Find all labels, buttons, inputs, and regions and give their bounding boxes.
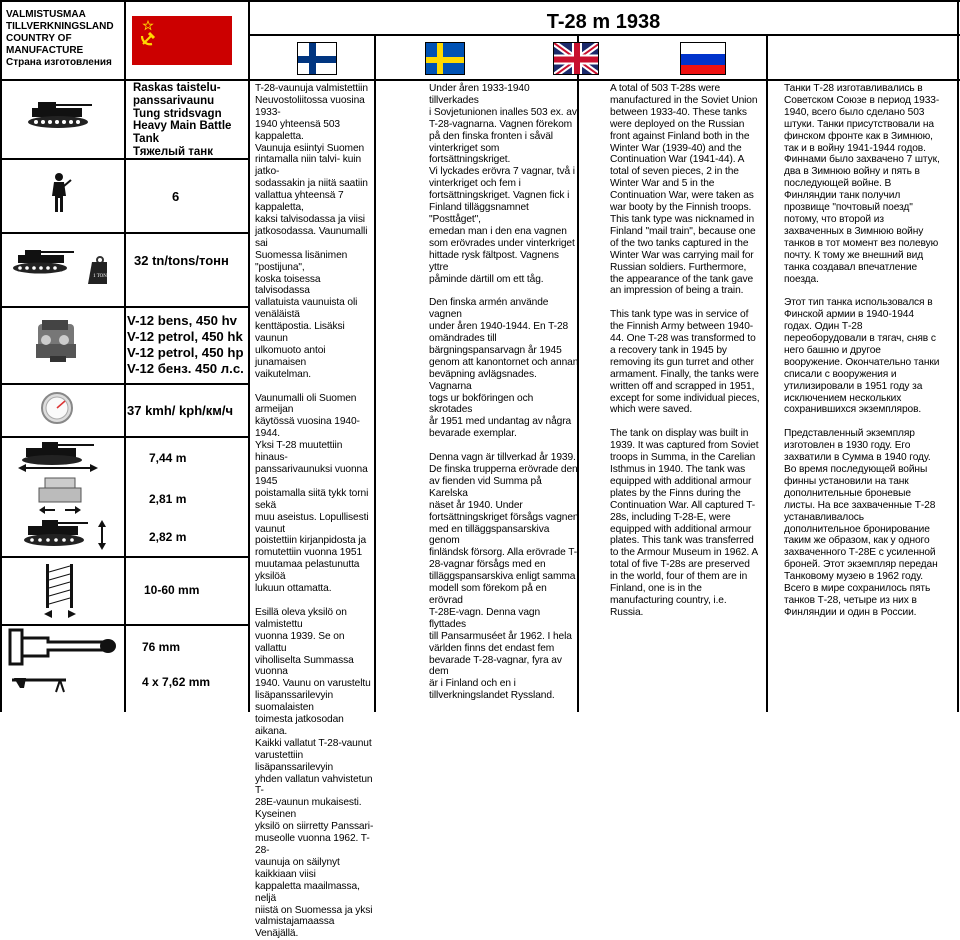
type-sv: Tung stridsvagn bbox=[133, 107, 222, 120]
header-underline bbox=[0, 79, 960, 81]
type-en-2: Tank bbox=[133, 133, 159, 146]
description-english: A total of 503 T-28s were manufactured in the Soviet Union between 1933-40. These tanks were deployed on the Russian front against Finland both in the Winter War (1939-40) and the Continuation War (1941-44). A total of seven pieces, 2 in the Winter War and 5 in the Continuation War, were taken as war booty by the Finnish troops. This tank type was nicknamed in Finland "mail train", because one of the two tanks captured in the Winter War was carrying mail for Russian soldiers. Furthermore, the appearance of the tank gave an impression of being a train. This tank type was in service of the Finnish Army between 1940- 44. One T-28 was transformed to a recovery tank in 1945 by removing its gun turret and other armament. Finally, the tanks were written off and scrapped in 1951, except for some individual pieces, which were saved. The tank on display was built in 1939. It was captured from Soviet troops in Summa, in the Carelian Isthmus in 1940. The tank was equipped with additional armour plates by the Finns during the Continuation War. All captured T- 28s, including T-28-E, were equipped with additional armour plates. This tank was transferred to the Armour Museum in 1962. A total of five T-28s are preserved in the world, four of them are in Finland, one is in the manufacturing country, i.e. Russia. bbox=[610, 83, 760, 618]
description-finnish: T-28-vaunuja valmistettiin Neuvostoliitossa vuosina 1933- 1940 yhteensä 503 kappaletta. Vaunuja esiintyi Suomen rintamalla niin talvi- kuin jatko- sodassakin ja niitä saatiin vallattua yhteensä 7 kappaletta, kaksi talvisodassa ja viisi jatkosodassa. Vaunumalli sai Suomessa lisänimen "postijuna", koska toisessa talvisodassa vallatuista vaunuista oli venäläistä kenttäpostia. Lisäksi vaunun ulkomuoto antoi junamaisen vaikutelman. Vaunumalli oli Suomen armeijan käytössä vuosina 1940-1944. Yksi T-28 muutettiin hinaus- panssarivaunuksi vuonna 1945 poistamalla siitä tykk torni sekä muu aseistus. Lopullisesti vaunut poistettiin kirjanpidosta ja romutettiin vuonna 1951 muutamaa pelastunutta yksilöä lukuun ottamatta. Esillä oleva yksilö on valmistettu vuonna 1939. Se on vallattu viholliselta Summassa vuonna 1940. Vaunu on varusteltu lisäpanssarilevyin suomalaisten toimesta jatkosodan aikana. Kaikki vallatut T-28-vaunut varustettiin lisäpanssarilevyin yhden vallatun vahvistetun T- 28E-vaunun mukaisesti. Kyseinen yksilö on siirretty Panssari- museolle vuonna 1962. T-28- vaunuja on säilynyt kaikkiaan viisi kappaletta maailmassa, neljä niistä on Suomessa ja yksi valmistajamaassa Venäjällä. bbox=[255, 83, 374, 940]
type-fi-1: Raskas taistelu- bbox=[133, 82, 221, 94]
ussr-flag bbox=[132, 16, 232, 65]
description-russian: Танки Т-28 изготавливались в Советском Союзе в период 1933- 1940, всего было сделано 503 штуки. Танки присутствовали на финском фронте как в Зимнюю, так и в войну 1941-1944 годов. Финнами было захвачено 7 штук, два в Зимнюю войну и пять в последующей войне. В Финляндии танк получил прозвище "почтовый поезд" потому, что второй из захваченных в Зимнюю войну танков в тот момент вез полевую почту. К тому же внешний вид танка создавал впечатление поезда. Этот тип танка использовался в Финской армии в 1940-1944 годах. Один Т-28 переоборудовали в тягач, сняв с него башню и другое вооружение. Окончательно танки списали с вооружения и утилизировали в 1951 году за исключением нескольких сохранившихся экземпляров. Представленный экземпляр изготовлен в 1930 году. Его захватили в Сумма в 1940 году. Во время последующей войны финны установили на танк дополнительные броневые листы. На все захваченные Т-28 устанавливалось дополнительное бронирование таким же образом, как у одного захваченного Т-28Е с усиленной броней. Этот экземпляр передан Танковому музею в 1962 году. Всего в мире сохранилось пять танков Т-28, четыре из них в Финляндии и один в России. bbox=[784, 83, 940, 618]
uk-flag bbox=[553, 42, 599, 75]
divider-spec-col bbox=[248, 0, 250, 712]
divider-icon-col bbox=[124, 0, 126, 712]
finland-flag bbox=[297, 42, 337, 75]
row-divider bbox=[0, 232, 250, 234]
spec-speed: 37 kmh/ kph/км/ч bbox=[127, 403, 234, 418]
type-fi-2: panssarivaunu bbox=[133, 94, 215, 107]
spec-width: 2,81 m bbox=[149, 492, 187, 506]
tank-width-icon bbox=[35, 476, 85, 516]
spec-weight: 32 tn/tons/тонн bbox=[134, 253, 229, 268]
spec-length: 7,44 m bbox=[149, 451, 187, 465]
tank-icon bbox=[26, 100, 96, 130]
label-fi: VALMISTUSMAA bbox=[6, 9, 86, 20]
spec-type bbox=[133, 82, 247, 159]
top-border bbox=[0, 0, 960, 2]
speedometer-icon bbox=[40, 391, 74, 425]
label-ru: Страна изготовления bbox=[6, 57, 112, 68]
description-swedish: Under åren 1933-1940 tillverkades i Sovjetunionen inalles 503 ex. av T-28-vagnarna. Vagnen förekom på den finska fronten i såväl vinterkriget som fortsättningskriget. Vi lyckades erövra 7 vagnar, två i vinterkriget och fem i fortsättningskriget. Vagnen fick i Finland tilläggsnamnet "Posttåget", emedan man i den ena vagnen som erövrades under vinterkriget hittade rysk fältpost. Vagnens yttre påminde därtill om ett tåg. Den finska armén använde vagnen under åren 1940-1944. En T-28 omändrades till bärgningspansarvagn år 1945 genom att kanontornet och annan beväpning avlägsnades. Vagnarna togs ur bokföringen och skrotades år 1951 med undantag av några bevarade exemplar. Denna vagn är tillverkad år 1939. De finska trupperna erövrade den av fienden vid Summa på Karelska näset år 1940. Under fortsättningskriget försågs vagnen med en tilläggspansarskiva genom finländsk försorg. Alla erövrade T- 28-vagnar försågs med en tilläggspansarskiva enligt samma modell som förekom på en erövrad T-28E-vagn. Denna vagn flyttades till Pansarmuséet år 1962. I hela världen finns det endast fem bevarade T-28-vagnar, fyra av dem är i Finland och en i tillverkningslandet Ryssland. bbox=[429, 83, 579, 702]
left-border bbox=[0, 0, 2, 712]
tank-height-icon bbox=[20, 518, 110, 552]
engine-sv: V-12 petrol, 450 hk bbox=[127, 329, 243, 344]
row-divider bbox=[0, 624, 250, 626]
type-ru: Тяжелый танк bbox=[133, 145, 213, 158]
spec-engine bbox=[127, 313, 244, 377]
engine-en: V-12 petrol, 450 hp bbox=[127, 345, 244, 360]
country-of-manufacture-label bbox=[6, 9, 124, 69]
row-divider bbox=[0, 436, 250, 438]
row-divider bbox=[0, 306, 250, 308]
engine-ru: V-12 бенз. 450 л.с. bbox=[127, 361, 244, 376]
row-divider bbox=[0, 383, 250, 385]
spec-machine-guns: 4 x 7,62 mm bbox=[142, 675, 211, 689]
label-en: COUNTRY OF bbox=[6, 33, 72, 44]
title-underline bbox=[248, 34, 960, 36]
spec-main-gun: 76 mm bbox=[142, 640, 181, 654]
spec-armour: 10-60 mm bbox=[144, 583, 200, 597]
hammer-sickle-icon bbox=[132, 16, 232, 65]
page-title: T-28 m 1938 bbox=[546, 11, 661, 33]
machine-gun-icon bbox=[10, 674, 70, 696]
label-sv: TILLVERKNINGSLAND bbox=[6, 21, 114, 32]
tank-weight-icon bbox=[12, 248, 107, 288]
weight-tag: 1 TON bbox=[93, 274, 107, 279]
russia-flag bbox=[680, 42, 726, 75]
spec-crew: 6 bbox=[172, 189, 180, 204]
armour-icon bbox=[40, 562, 80, 618]
label-en-2: MANUFACTURE bbox=[6, 45, 84, 56]
type-en-1: Heavy Main Battle bbox=[133, 120, 232, 133]
tank-length-icon bbox=[14, 440, 99, 472]
soldier-icon bbox=[50, 172, 74, 214]
engine-fi: V-12 bens, 450 hv bbox=[127, 313, 237, 328]
spec-height: 2,82 m bbox=[149, 530, 187, 544]
engine-icon bbox=[32, 318, 82, 366]
sweden-flag bbox=[425, 42, 465, 75]
row-divider bbox=[0, 556, 250, 558]
cannon-icon bbox=[8, 628, 118, 668]
